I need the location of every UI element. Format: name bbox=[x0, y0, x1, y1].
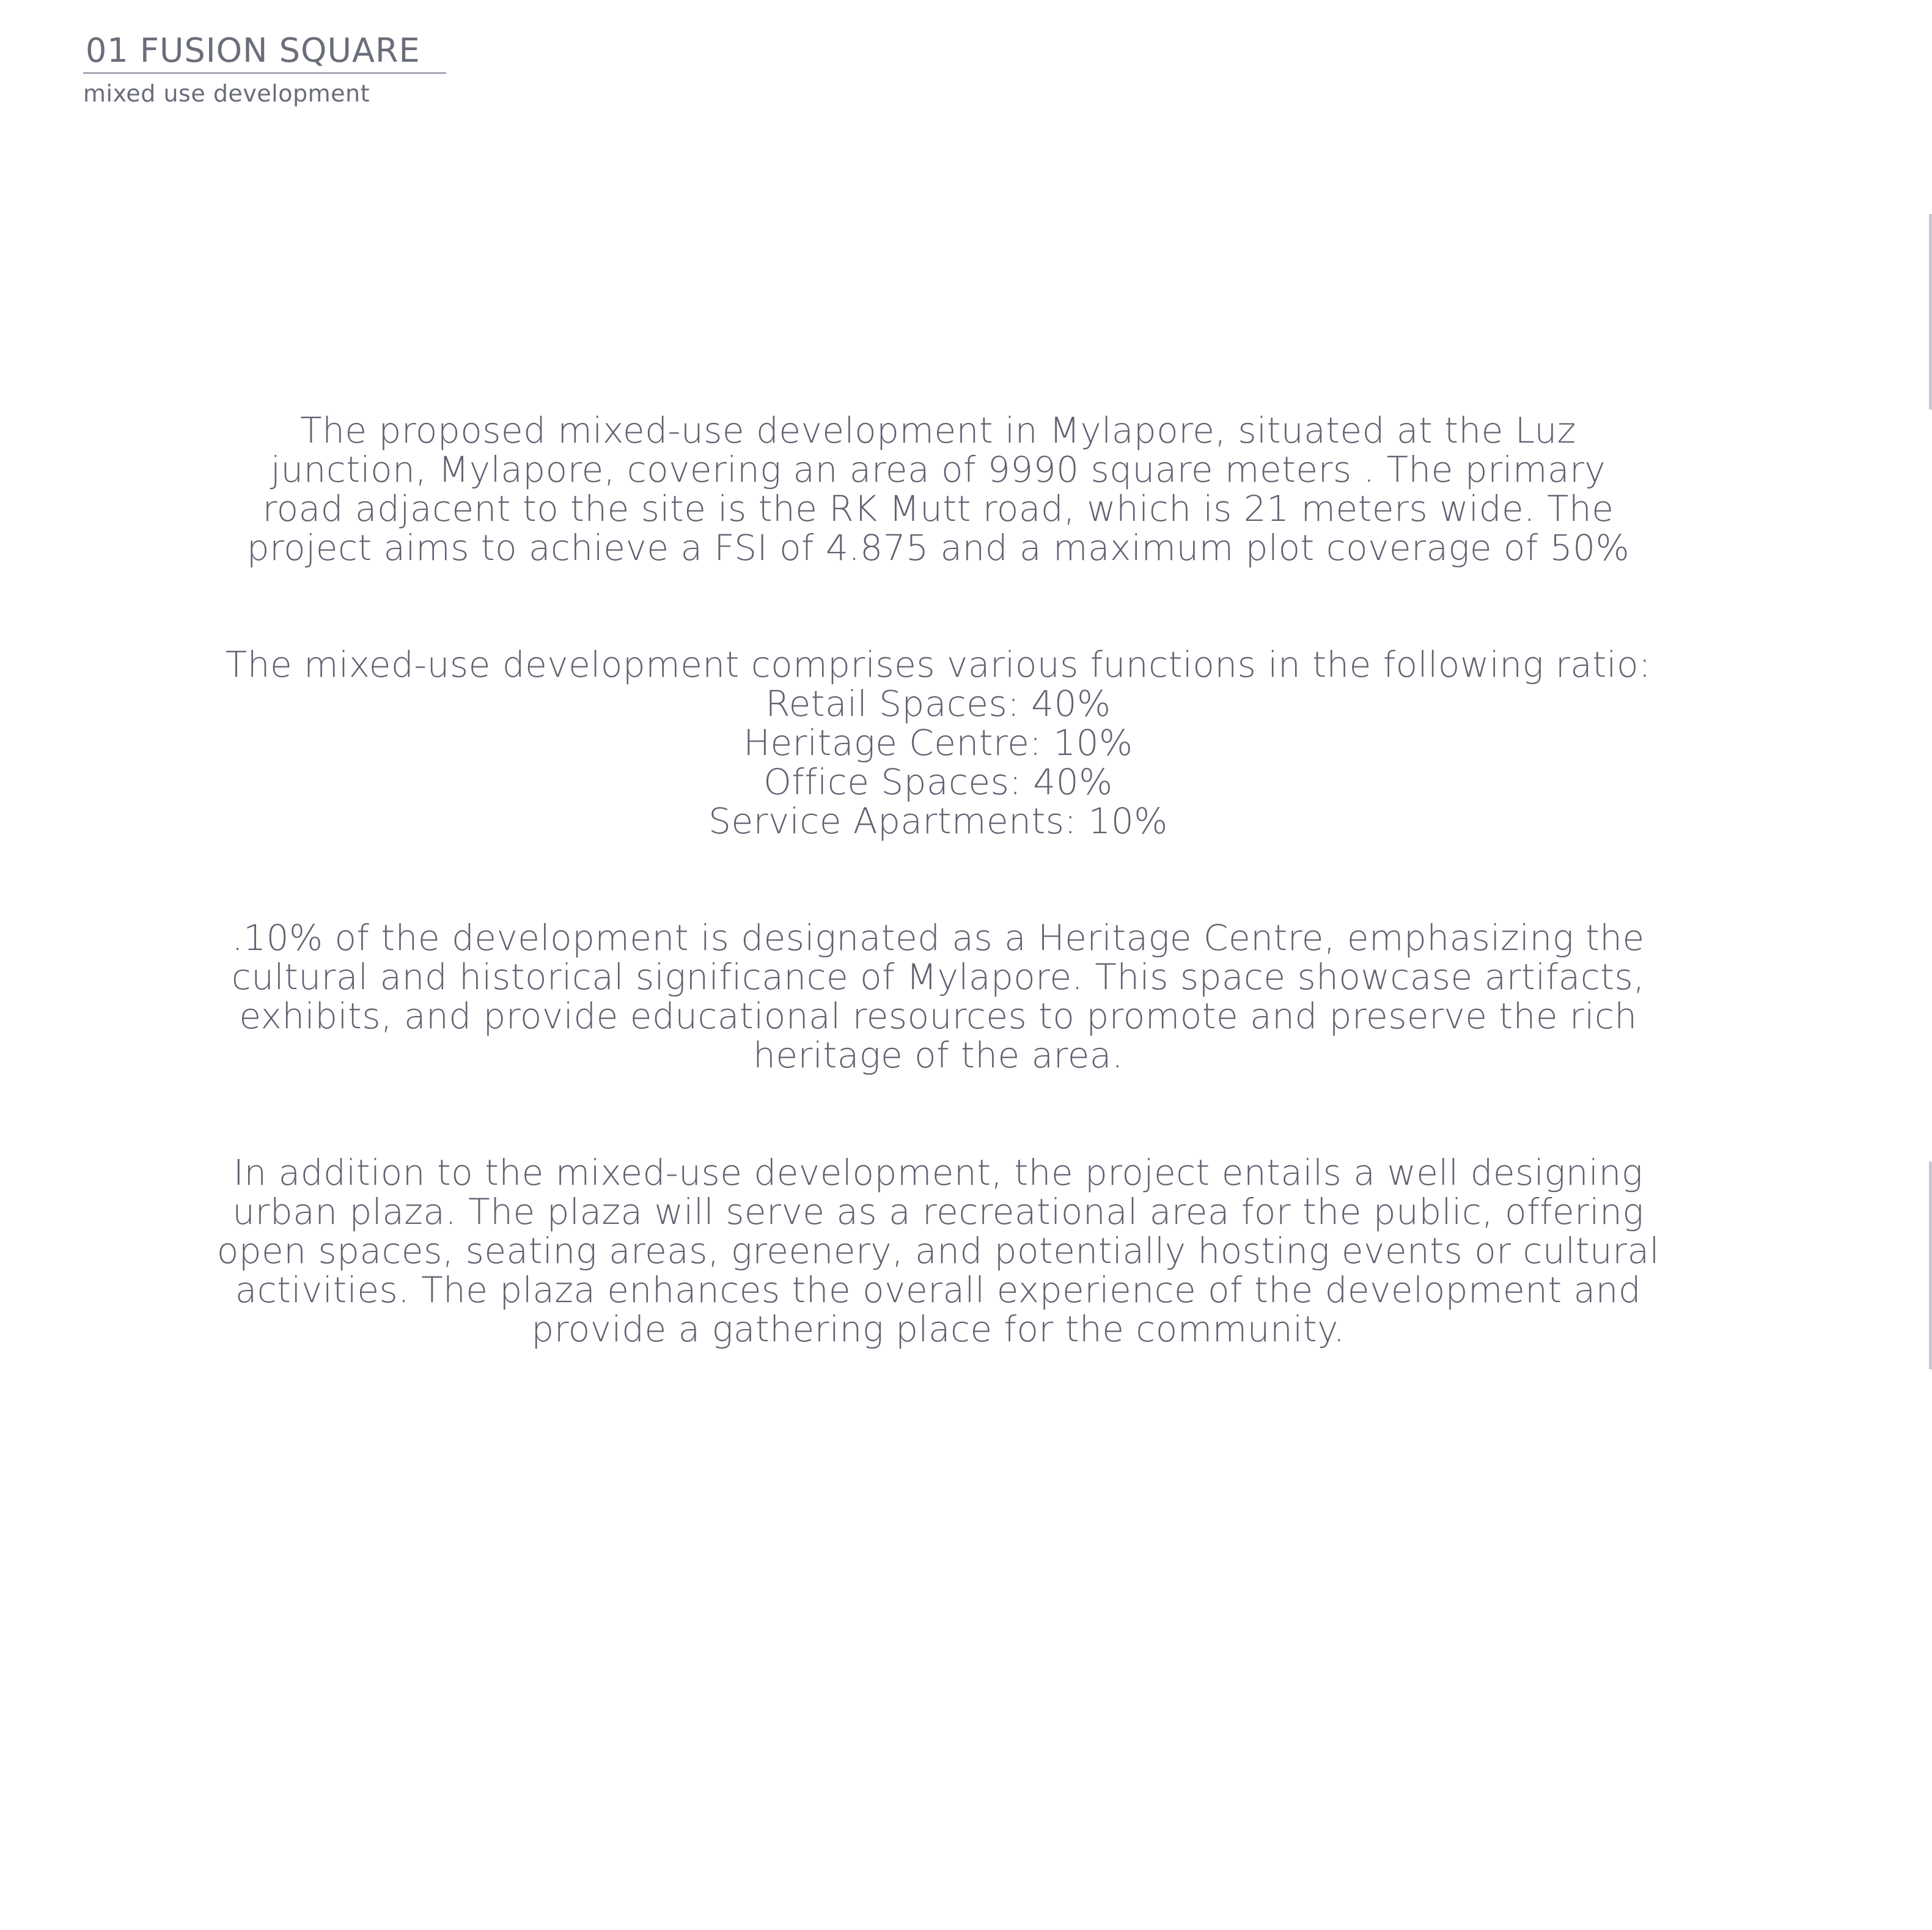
text-line: In addition to the mixed-use development, the project entails a well designing bbox=[233, 1152, 1644, 1193]
paragraph-function-ratio bbox=[202, 645, 1675, 841]
ratio-item-retail: Retail Spaces: 40% bbox=[765, 683, 1111, 724]
page-header bbox=[83, 31, 446, 109]
text-line: heritage of the area. bbox=[753, 1034, 1123, 1076]
text-line: exhibits, and provide educational resources to promote and preserve the rich bbox=[239, 995, 1637, 1037]
page-subtitle: mixed use development bbox=[83, 80, 370, 107]
text-line: urban plaza. The plaza will serve as a recreational area for the public, offering bbox=[232, 1191, 1644, 1232]
page-edge-mark bbox=[1929, 214, 1932, 410]
title-underline bbox=[83, 72, 446, 74]
ratio-item-apartments: Service Apartments: 10% bbox=[708, 800, 1168, 842]
text-line: provide a gathering place for the community. bbox=[531, 1308, 1345, 1350]
page-edge-mark bbox=[1929, 1162, 1932, 1369]
text-line: activities. The plaza enhances the overall experience of the development and bbox=[235, 1269, 1642, 1311]
paragraph-urban-plaza bbox=[202, 1153, 1675, 1349]
paragraph-site-overview bbox=[202, 411, 1675, 567]
ratio-item-heritage: Heritage Centre: 10% bbox=[743, 722, 1133, 764]
text-line: junction, Mylapore, covering an area of 9990 square meters . The primary bbox=[270, 449, 1606, 490]
page-title: 01 FUSION SQUARE bbox=[86, 31, 421, 70]
text-line: open spaces, seating areas, greenery, and potentially hosting events or cultural bbox=[216, 1230, 1660, 1272]
paragraph-heritage-centre bbox=[202, 918, 1675, 1075]
text-line: .10% of the development is designated as a Heritage Centre, emphasizing the bbox=[232, 917, 1645, 959]
text-line: cultural and historical significance of Mylapore. This space showcase artifacts, bbox=[231, 956, 1645, 998]
text-line: project aims to achieve a FSI of 4.875 and a maximum plot coverage of 50% bbox=[246, 527, 1630, 569]
ratio-item-office: Office Spaces: 40% bbox=[763, 761, 1113, 803]
text-line: The mixed-use development comprises various functions in the following ratio: bbox=[225, 644, 1651, 685]
text-line: road adjacent to the site is the RK Mutt road, which is 21 meters wide. The bbox=[262, 488, 1614, 529]
text-line: The proposed mixed-use development in Mylapore, situated at the Luz bbox=[300, 410, 1576, 451]
